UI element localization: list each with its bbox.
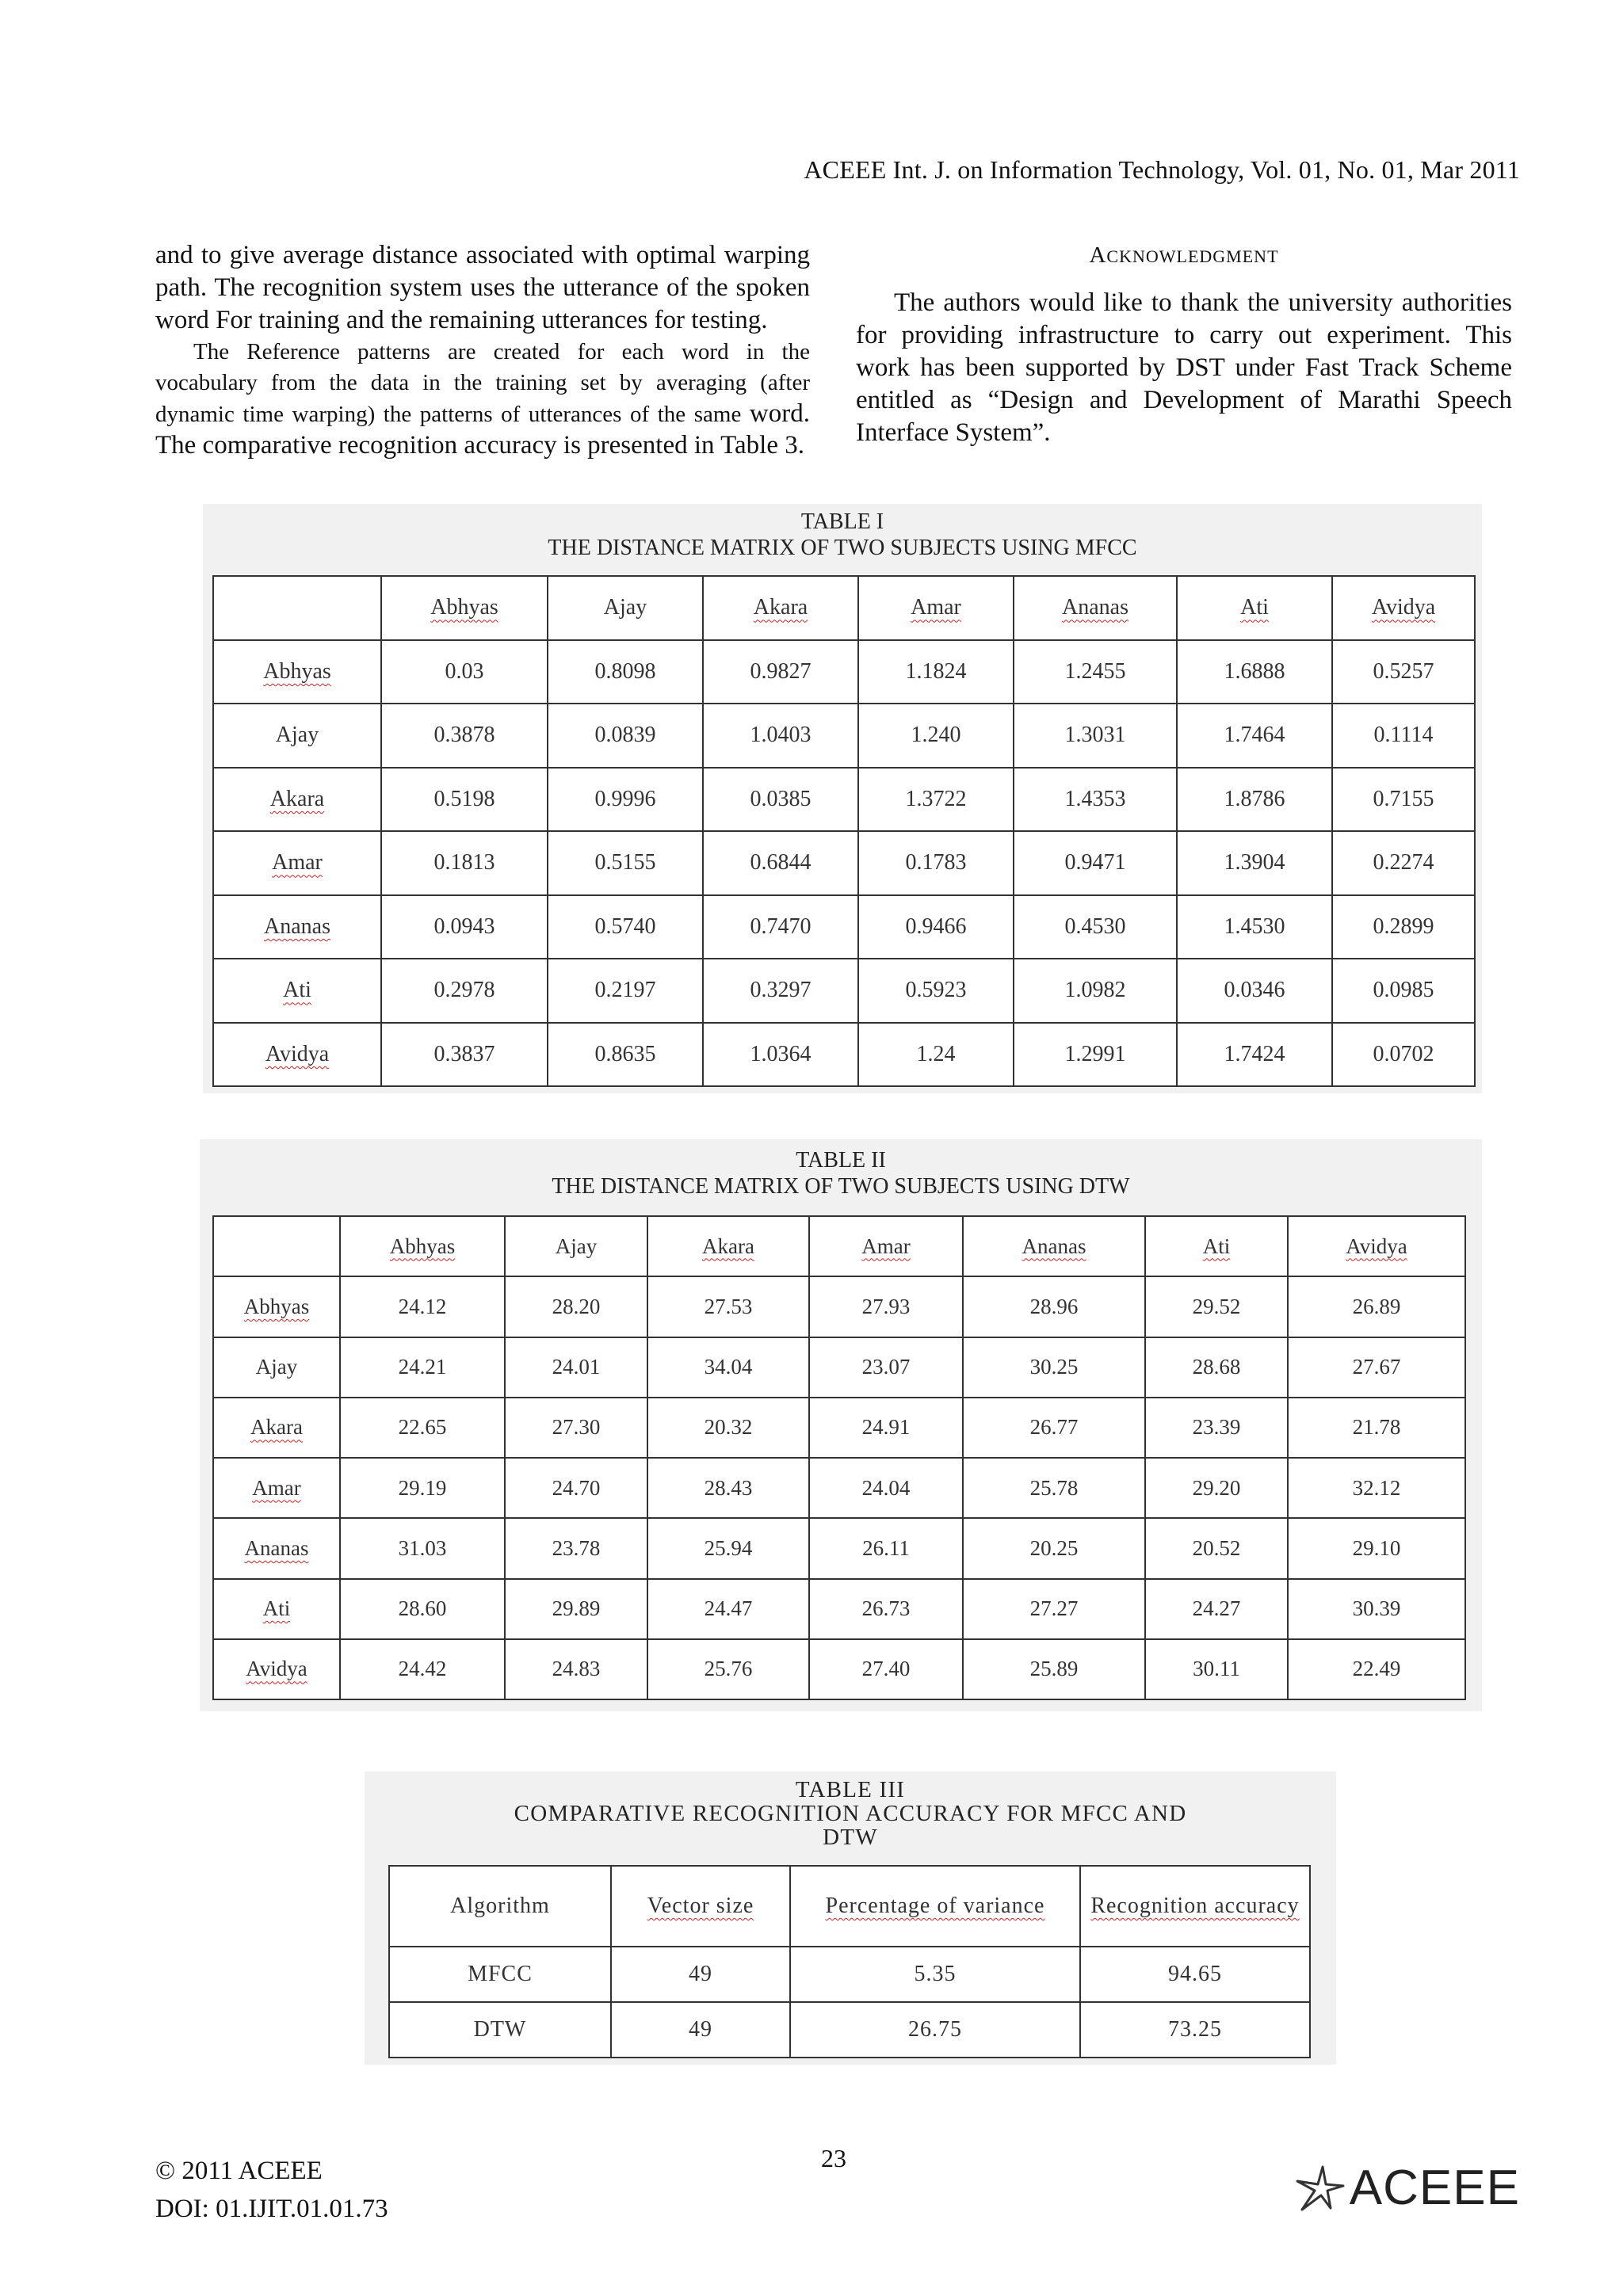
table-3-cell: 49 [611,1947,790,2002]
word-label: Ananas [264,913,330,939]
table-1-cell: 0.5740 [548,895,703,959]
table-3-header-cell [790,1866,1080,1947]
table-2-cell: 28.68 [1145,1337,1288,1398]
word-label: Abhyas [430,595,498,620]
table-2-cell: 24.21 [340,1337,505,1398]
table-2-header-cell [1145,1216,1288,1276]
table-2-cell: 24.83 [505,1639,647,1699]
table-2-figure [200,1139,1482,1711]
table-2-header-cell: Ajay [505,1216,647,1276]
table-2-cell: 29.10 [1288,1518,1465,1578]
table-1-cell: 0.9996 [548,768,703,832]
table-1-cell: 0.5923 [858,959,1014,1023]
table-2-cell: 28.60 [340,1579,505,1639]
table-2-cell: 24.27 [1145,1579,1288,1639]
table-1-cell: 1.4530 [1177,895,1332,959]
table-1-cell: 1.7424 [1177,1023,1332,1087]
table-3-header-cell [1080,1866,1310,1947]
table-2-cell: 20.52 [1145,1518,1288,1578]
table-1-row-label [213,895,381,959]
table-2-row-label [213,1639,340,1699]
word-label: Amar [272,850,323,875]
table-1-cell: 1.3722 [858,768,1014,832]
table-2-cell: 30.11 [1145,1639,1288,1699]
table-1-cell: 1.8786 [1177,768,1332,832]
footer-info [155,2152,388,2228]
table-2-cell: 28.43 [647,1458,809,1518]
table-1-row [213,640,1475,704]
table-3-caption [365,1772,1336,1849]
table-1-row [213,768,1475,832]
table-2-cell: 30.39 [1288,1579,1465,1639]
table-1-header-cell [1177,576,1332,640]
table-2-cell: 27.40 [809,1639,963,1699]
table-1-cell: 0.0839 [548,704,703,768]
word-label: Ati [1240,595,1269,620]
copyright: © 2011 ACEEE [155,2157,323,2185]
word-label: Ati [1202,1234,1231,1258]
table-2-cell: 25.78 [963,1458,1145,1518]
table-1-row-label [213,768,381,832]
table-2-cell: 26.11 [809,1518,963,1578]
paragraph-reference-text: The Reference patterns are created for each word in the vocabulary from the data in the training set by averaging (after dynamic time warping) the patterns of utterances of the same [155,339,810,427]
acknowledgment-text: The authors would like to thank the university authorities for providing infrastructure to carry out experiment. This work has been supported by DST under Fast Track Scheme entitled as “Design and Development of Marathi Speech Interface System”. [856,288,1512,447]
table-3-header-cell: Algorithm [389,1866,611,1947]
table-3-cell: 73.25 [1080,2002,1310,2058]
table-1-header-cell [703,576,858,640]
table-2-cell: 24.01 [505,1337,647,1398]
table-2-cell: 20.25 [963,1518,1145,1578]
table-1-cell: 0.0985 [1332,959,1475,1023]
table-2-cell: 26.89 [1288,1276,1465,1337]
table-3-header-row [389,1866,1310,1947]
table-1-cell: 0.03 [381,640,548,704]
table-1-number: TABLE I [800,509,884,534]
table-2-row [213,1518,1465,1578]
table-2-cell: 27.53 [647,1276,809,1337]
table-1-cell: 0.3297 [703,959,858,1023]
table-1-cell: 1.2455 [1014,640,1177,704]
word-label: Avidya [246,1657,307,1681]
table-2-cell: 24.70 [505,1458,647,1518]
table-2-cell: 25.89 [963,1639,1145,1699]
word-label: Ati [262,1596,291,1621]
acknowledgment-heading [856,239,1512,273]
table-1-cell: 0.2899 [1332,895,1475,959]
table-1-row [213,1023,1475,1087]
table-1-cell: 0.5155 [548,831,703,895]
table-1-figure [203,504,1482,1093]
table-2-header-cell [647,1216,809,1276]
table-1-cell: 1.0403 [703,704,858,768]
table-2-cell: 25.76 [647,1639,809,1699]
logo-text: ACEEE [1349,2161,1520,2215]
table-3-row [389,1947,1310,2002]
table-2-cell: 21.78 [1288,1398,1465,1458]
word-label: Recognition accuracy [1090,1894,1300,1918]
table-1-cell: 0.1813 [381,831,548,895]
table-1-header-cell [381,576,548,640]
aceee-logo [1291,2160,1520,2216]
table-2-header-cell [963,1216,1145,1276]
table-2-row-label [213,1276,340,1337]
table-2-header-cell [213,1216,340,1276]
table-1-cell: 0.0346 [1177,959,1332,1023]
word-label: Akara [250,1415,303,1440]
table-1-cell: 0.2197 [548,959,703,1023]
table-2-cell: 32.12 [1288,1458,1465,1518]
word-label: Ananas [244,1535,309,1560]
table-2-cell: 26.73 [809,1579,963,1639]
table-2-cell: 23.07 [809,1337,963,1398]
table-1-row-label: Ajay [213,704,381,768]
word-label: Avidya [1346,1234,1407,1258]
table-1-cell: 1.24 [858,1023,1014,1087]
table-1-cell: 1.1824 [858,640,1014,704]
table-2-cell: 24.04 [809,1458,963,1518]
right-column [856,239,1512,449]
table-2-cell: 23.39 [1145,1398,1288,1458]
word-label: Amar [911,595,961,620]
table-2-row-label: Ajay [213,1337,340,1398]
table-1-cell: 0.7155 [1332,768,1475,832]
ack-heading-rest: CKNOWLEDGMENT [1106,246,1279,266]
ack-heading-initial: A [1089,242,1107,268]
table-2-cell: 24.47 [647,1579,809,1639]
table-1-header-cell [1014,576,1177,640]
table-2-row [213,1458,1465,1518]
table-3-header-cell [611,1866,790,1947]
table-1-header-row [213,576,1475,640]
paragraph-reference-patterns [155,337,810,462]
table-2 [212,1215,1466,1700]
star-logo-icon [1291,2164,1346,2213]
table-3-row-label: DTW [389,2002,611,2058]
table-2-cell: 29.19 [340,1458,505,1518]
table-2-row-label [213,1398,340,1458]
table-2-row-label [213,1518,340,1578]
table-2-cell: 25.94 [647,1518,809,1578]
table-1-header-cell [213,576,381,640]
table-1-cell: 1.4353 [1014,768,1177,832]
word-label: Ananas [1062,595,1128,620]
table-2-cell: 24.12 [340,1276,505,1337]
table-2-cell: 29.20 [1145,1458,1288,1518]
table-1-cell: 1.0364 [703,1023,858,1087]
table-3 [388,1865,1311,2058]
table-1-cell: 0.1783 [858,831,1014,895]
table-3-cell: 5.35 [790,1947,1080,2002]
table-1-header-cell [1332,576,1475,640]
table-3-cell: 26.75 [790,2002,1080,2058]
table-1-cell: 0.8635 [548,1023,703,1087]
word-label: Avidya [265,1041,330,1066]
table-1-cell: 0.5198 [381,768,548,832]
word-label: Amar [861,1234,911,1258]
table-2-cell: 24.42 [340,1639,505,1699]
table-2-number: TABLE II [796,1148,886,1173]
table-2-cell: 23.78 [505,1518,647,1578]
table-2-cell: 34.04 [647,1337,809,1398]
paragraph-reference-tail: word. The comparative recognition accuracy is presented in Table 3. [155,399,810,460]
table-1-title: THE DISTANCE MATRIX OF TWO SUBJECTS USING MFCC [548,536,1137,560]
journal-header: ACEEE Int. J. on Information Technology, Vol. 01, No. 01, Mar 2011 [804,155,1520,184]
table-2-header-row [213,1216,1465,1276]
table-1-cell: 1.7464 [1177,704,1332,768]
table-1-cell: 0.1114 [1332,704,1475,768]
table-1-cell: 0.3837 [381,1023,548,1087]
word-label: Avidya [1371,595,1436,620]
word-label: Akara [702,1234,754,1258]
table-1-row-label [213,1023,381,1087]
table-2-row [213,1276,1465,1337]
word-label: Vector size [647,1894,754,1918]
table-3-row-label: MFCC [389,1947,611,2002]
table-1-cell: 0.0702 [1332,1023,1475,1087]
word-label: Amar [252,1475,301,1500]
word-label: Abhyas [243,1294,310,1318]
table-3-number: TABLE III [795,1777,906,1802]
table-1-cell: 1.6888 [1177,640,1332,704]
table-1-cell: 1.2991 [1014,1023,1177,1087]
table-1-cell: 0.9466 [858,895,1014,959]
table-2-row-label [213,1458,340,1518]
table-1-row [213,959,1475,1023]
table-2-cell: 27.30 [505,1398,647,1458]
doi: DOI: 01.IJIT.01.01.73 [155,2195,388,2223]
table-1-cell: 1.240 [858,704,1014,768]
table-1-row [213,831,1475,895]
word-label: Abhyas [389,1234,456,1258]
table-1-cell: 0.0943 [381,895,548,959]
table-1-header-cell [858,576,1014,640]
left-column [155,239,810,462]
table-3-cell: 49 [611,2002,790,2058]
table-1-row-label [213,640,381,704]
table-1-cell: 0.2274 [1332,831,1475,895]
table-2-caption [200,1139,1482,1199]
table-2-cell: 20.32 [647,1398,809,1458]
table-2-title: THE DISTANCE MATRIX OF TWO SUBJECTS USING DTW [552,1174,1130,1199]
table-2-cell: 30.25 [963,1337,1145,1398]
table-1-cell: 0.9471 [1014,831,1177,895]
table-1-cell: 0.2978 [381,959,548,1023]
table-2-row [213,1639,1465,1699]
table-2-cell: 31.03 [340,1518,505,1578]
table-1-cell: 1.3904 [1177,831,1332,895]
table-1-cell: 0.8098 [548,640,703,704]
table-2-row [213,1337,1465,1398]
table-1-header-cell: Ajay [548,576,703,640]
table-2-row-label [213,1579,340,1639]
table-1-cell: 1.3031 [1014,704,1177,768]
table-2-cell: 27.67 [1288,1337,1465,1398]
table-2-cell: 22.49 [1288,1639,1465,1699]
table-3-row [389,2002,1310,2058]
table-2-header-cell [809,1216,963,1276]
table-1-caption [203,504,1482,561]
table-1 [212,575,1476,1087]
table-2-header-cell [1288,1216,1465,1276]
table-1-row-label [213,959,381,1023]
table-2-row [213,1579,1465,1639]
table-3-title: COMPARATIVE RECOGNITION ACCURACY FOR MFCC AND [514,1801,1187,1826]
table-2-header-cell [340,1216,505,1276]
table-1-cell: 0.5257 [1332,640,1475,704]
word-label: Akara [269,786,325,811]
table-2-cell: 28.96 [963,1276,1145,1337]
table-1-cell: 1.0982 [1014,959,1177,1023]
table-2-cell: 29.89 [505,1579,647,1639]
table-1-row [213,704,1475,768]
word-label: Akara [753,595,808,620]
table-3-cell: 94.65 [1080,1947,1310,2002]
table-2-cell: 29.52 [1145,1276,1288,1337]
table-2-cell: 26.77 [963,1398,1145,1458]
table-1-cell: 0.6844 [703,831,858,895]
table-3-figure [365,1772,1336,2065]
table-1-cell: 0.4530 [1014,895,1177,959]
paragraph-warping: and to give average distance associated with optimal warping path. The recognition system uses the utterance of the spoken word For training and the remaining utterances for testing. [155,241,810,334]
word-label: Ati [283,978,311,1003]
table-3-title-cont: DTW [823,1825,878,1850]
table-1-cell: 0.3878 [381,704,548,768]
table-2-row [213,1398,1465,1458]
table-2-cell: 22.65 [340,1398,505,1458]
table-2-cell: 27.93 [809,1276,963,1337]
table-1-cell: 0.7470 [703,895,858,959]
table-2-cell: 27.27 [963,1579,1145,1639]
word-label: Percentage of variance [825,1894,1045,1918]
table-2-cell: 28.20 [505,1276,647,1337]
table-1-cell: 0.9827 [703,640,858,704]
table-1-row-label [213,831,381,895]
table-2-cell: 24.91 [809,1398,963,1458]
table-1-row [213,895,1475,959]
word-label: Abhyas [263,658,331,684]
table-1-cell: 0.0385 [703,768,858,832]
page-number: 23 [821,2144,846,2172]
word-label: Ananas [1022,1234,1086,1258]
